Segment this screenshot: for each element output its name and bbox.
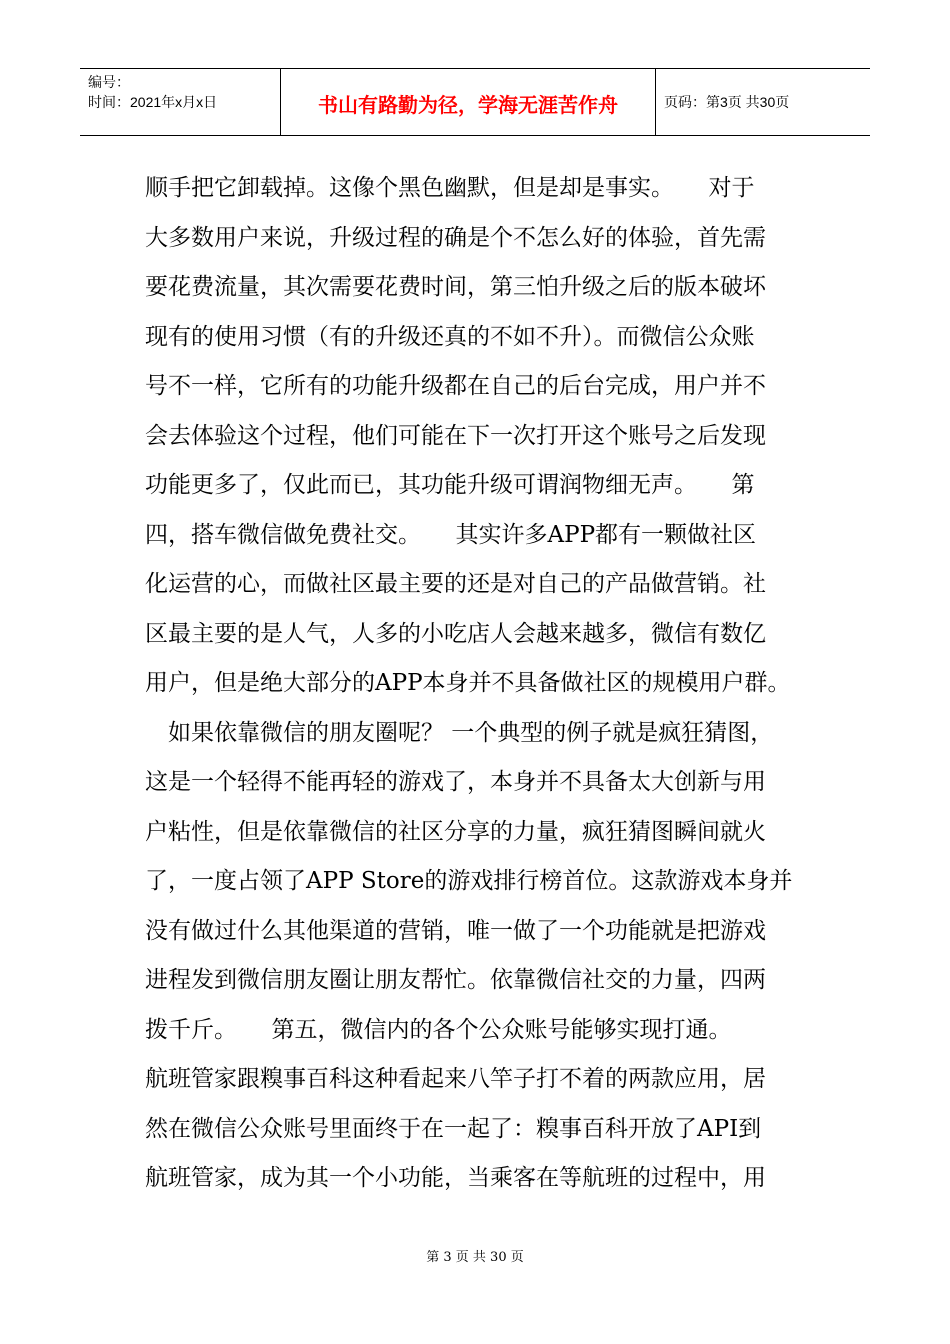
body-line: 进程发到微信朋友圈让朋友帮忙。依靠微信社交的力量，四两: [145, 967, 766, 993]
body-line: 化运营的心，而做社区最主要的还是对自己的产品做营销。社: [145, 571, 766, 597]
header-motto: 书山有路勤为径，学海无涯苦作舟: [280, 69, 656, 135]
document-body: [145, 164, 825, 1204]
body-line: 区最主要的是人气，人多的小吃店人会越来越多，微信有数亿: [145, 620, 766, 647]
body-line: 用户，但是绝大部分的APP本身并不具备做社区的规模用户群。: [145, 670, 791, 696]
body-line: 没有做过什么其他渠道的营销，唯一做了一个功能就是把游戏: [145, 917, 766, 944]
body-line: 户粘性，但是依靠微信的社区分享的力量，疯狂猜图瞬间就火: [145, 818, 766, 845]
body-line: 如果依靠微信的朋友圈呢？ 一个典型的例子就是疯狂猜图，: [145, 719, 774, 746]
body-line: 号不一样，它所有的功能升级都在自己的后台完成，用户并不: [145, 373, 766, 399]
body-line: 功能更多了，仅此而已，其功能升级可谓润物细无声。 第: [145, 472, 755, 498]
body-line: 现有的使用习惯（有的升级还真的不如不升）。而微信公众账: [145, 323, 755, 350]
body-line: 要花费流量，其次需要花费时间，第三怕升级之后的版本破坏: [145, 274, 766, 300]
body-line: 大多数用户来说，升级过程的确是个不怎么好的体验，首先需: [145, 224, 766, 251]
page-footer: 第 3 页 共 30 页: [426, 1250, 524, 1265]
page-header: [80, 68, 870, 136]
body-line: 拨千斤。 第五，微信内的各个公众账号能够实现打通。: [145, 1016, 732, 1043]
body-line: 航班管家跟糗事百科这种看起来八竿子打不着的两款应用，居: [145, 1066, 766, 1092]
document-time-label: 时间：2021年x月x日: [88, 94, 218, 110]
body-line: 然在微信公众账号里面终于在一起了：糗事百科开放了API到: [145, 1115, 762, 1142]
body-line: 航班管家，成为其一个小功能，当乘客在等航班的过程中，用: [145, 1165, 766, 1191]
body-line: 四，搭车微信做免费社交。 其实许多APP都有一颗做社区: [145, 521, 757, 548]
body-line: 顺手把它卸载掉。这像个黑色幽默，但是却是事实。 对于: [145, 175, 755, 201]
body-line: 了，一度占领了APP Store的游戏排行榜首位。这款游戏本身并: [145, 868, 793, 894]
document-number-label: 编号：: [88, 74, 130, 90]
header-page-info: 页码：第3页 共30页: [664, 94, 790, 110]
body-line: 会去体验这个过程，他们可能在下一次打开这个账号之后发现: [145, 422, 766, 449]
body-line: 这是一个轻得不能再轻的游戏了，本身并不具备太大创新与用: [145, 769, 766, 795]
header-meta: [80, 69, 280, 135]
